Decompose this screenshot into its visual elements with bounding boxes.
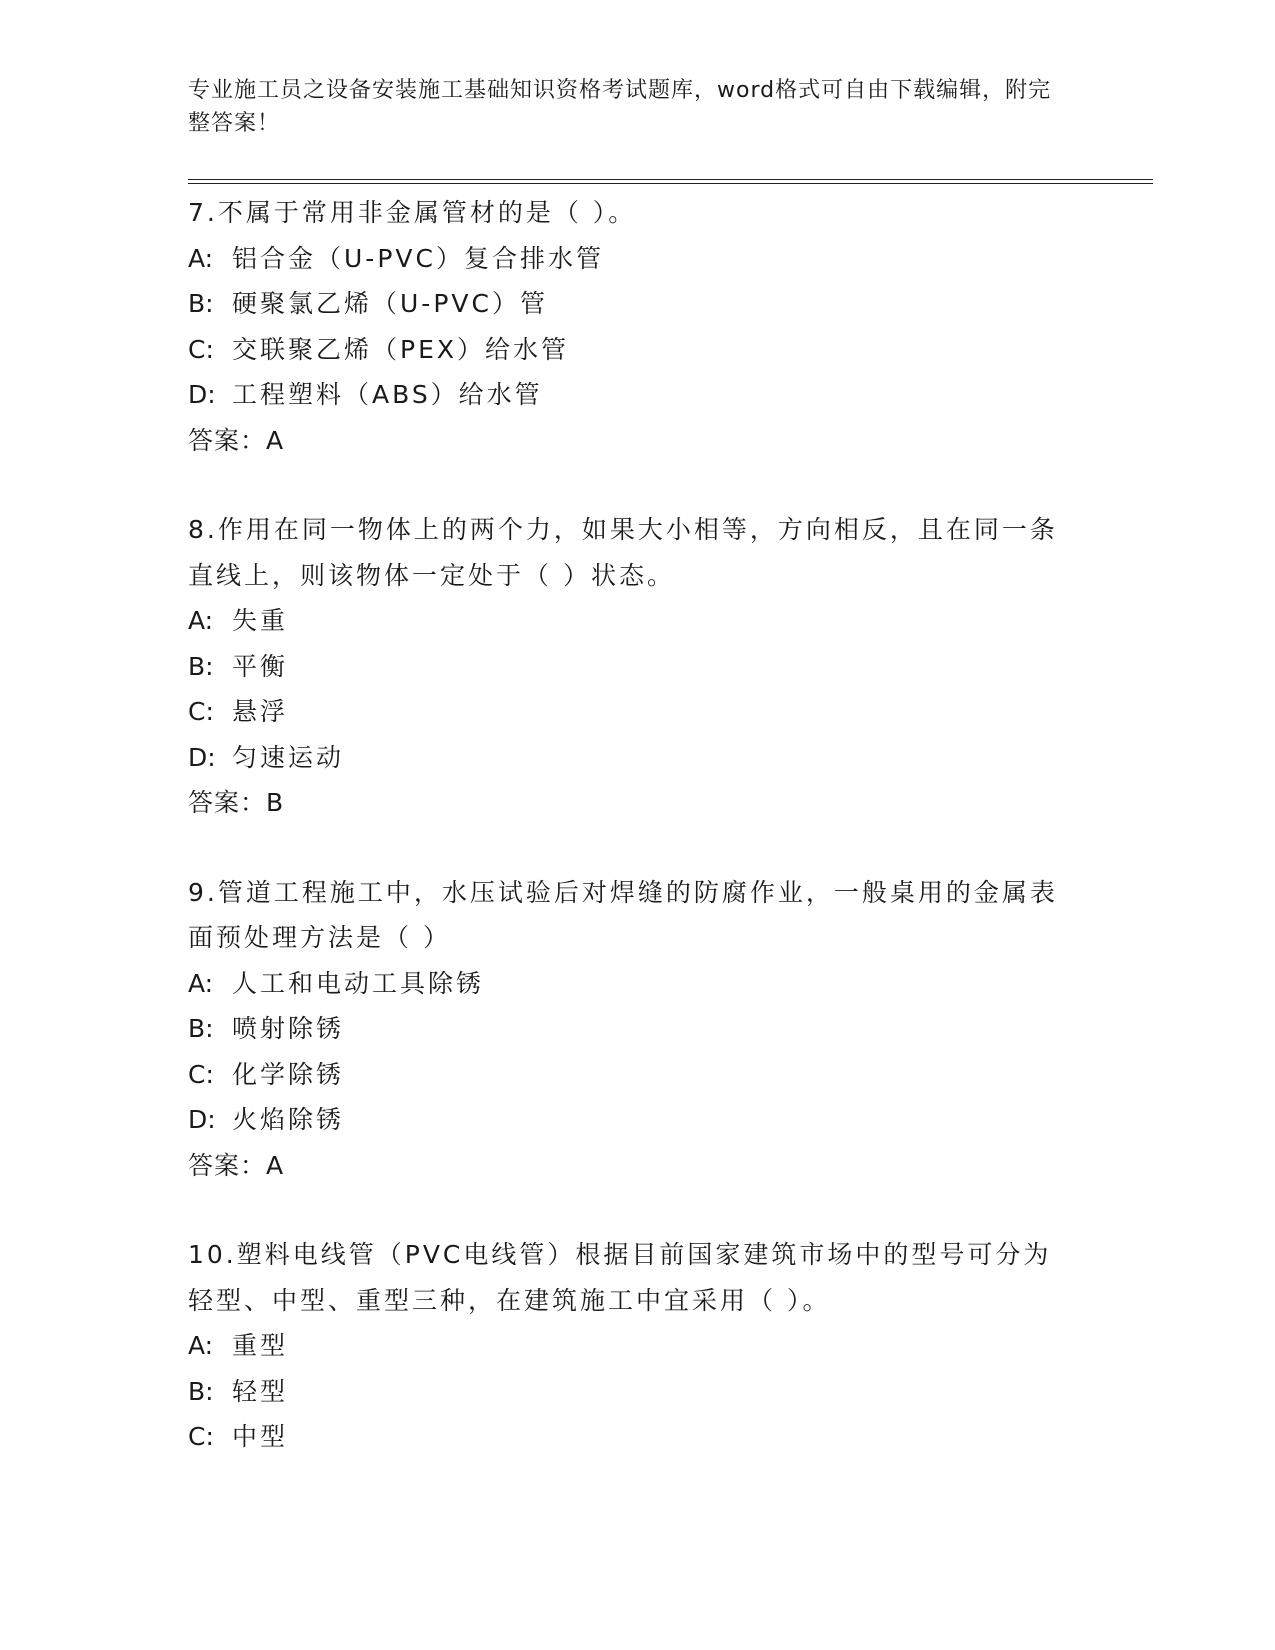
- question-8: [188, 507, 1088, 826]
- option-text: 匀速运动: [232, 742, 345, 772]
- option-c: [188, 689, 1088, 735]
- option-a: [188, 1323, 1088, 1369]
- option-d: [188, 735, 1088, 781]
- option-b: [188, 1369, 1088, 1415]
- question-stem: 9.管道工程施工中，水压试验后对焊缝的防腐作业，一般桌用的金属表面预处理方法是（ ）: [188, 877, 1058, 952]
- header-divider-bottom: [188, 183, 1153, 184]
- option-letter: A:: [188, 1331, 214, 1360]
- document-header: 专业施工员之设备安装施工基础知识资格考试题库，word格式可自由下载编辑，附完整答案！: [188, 78, 1052, 136]
- option-b: [188, 1006, 1088, 1052]
- option-text: 重型: [232, 1331, 289, 1360]
- answer-label: 答案：B: [188, 788, 285, 817]
- option-letter: D:: [188, 742, 216, 772]
- option-text: 轻型: [232, 1376, 289, 1406]
- option-a: [188, 598, 1088, 644]
- option-text: 工程塑料（ABS）给水管: [232, 380, 543, 409]
- option-letter: C:: [188, 1422, 214, 1451]
- option-letter: C:: [188, 334, 214, 364]
- option-b: [188, 644, 1088, 690]
- option-letter: B:: [188, 651, 214, 681]
- option-letter: D:: [188, 1105, 216, 1134]
- question-list: [188, 190, 1088, 1504]
- question-stem: 8.作用在同一物体上的两个力，如果大小相等，方向相反，且在同一条直线上，则该物体一定处于（ ）状态。: [188, 515, 1058, 590]
- header-divider-top: [188, 179, 1153, 180]
- option-text: 硬聚氯乙烯（U-PVC）管: [232, 289, 548, 318]
- option-b: [188, 281, 1088, 327]
- option-letter: B:: [188, 289, 214, 318]
- option-text: 中型: [232, 1422, 289, 1451]
- option-letter: C:: [188, 697, 214, 726]
- question-stem: 10.塑料电线管（PVC电线管）根据目前国家建筑市场中的型号可分为轻型、中型、重型三种，在建筑施工中宜采用（ ）。: [188, 1240, 1052, 1315]
- option-letter: D:: [188, 380, 216, 409]
- option-letter: B:: [188, 1014, 214, 1043]
- answer-label: 答案：A: [188, 425, 285, 455]
- option-text: 悬浮: [232, 697, 289, 726]
- option-letter: C:: [188, 1059, 214, 1089]
- answer-label: 答案：A: [188, 1150, 285, 1180]
- option-text: 平衡: [232, 651, 289, 681]
- question-stem: 7.不属于常用非金属管材的是（ ）。: [188, 198, 637, 227]
- option-c: [188, 1414, 1088, 1460]
- option-a: [188, 961, 1088, 1007]
- option-letter: A:: [188, 243, 214, 273]
- option-d: [188, 372, 1088, 418]
- question-9: [188, 870, 1088, 1189]
- option-c: [188, 327, 1088, 373]
- option-text: 铝合金（U-PVC）复合排水管: [232, 243, 604, 273]
- option-text: 化学除锈: [232, 1059, 345, 1089]
- option-text: 火焰除锈: [232, 1105, 345, 1134]
- question-10: [188, 1232, 1088, 1460]
- option-letter: A:: [188, 968, 214, 998]
- question-7: [188, 190, 1088, 463]
- option-letter: A:: [188, 606, 214, 635]
- option-text: 交联聚乙烯（PEX）给水管: [232, 334, 569, 364]
- option-text: 失重: [232, 606, 289, 635]
- option-a: [188, 236, 1088, 282]
- option-letter: B:: [188, 1376, 214, 1406]
- option-c: [188, 1052, 1088, 1098]
- option-text: 喷射除锈: [232, 1014, 345, 1043]
- option-d: [188, 1097, 1088, 1143]
- option-text: 人工和电动工具除锈: [232, 968, 485, 998]
